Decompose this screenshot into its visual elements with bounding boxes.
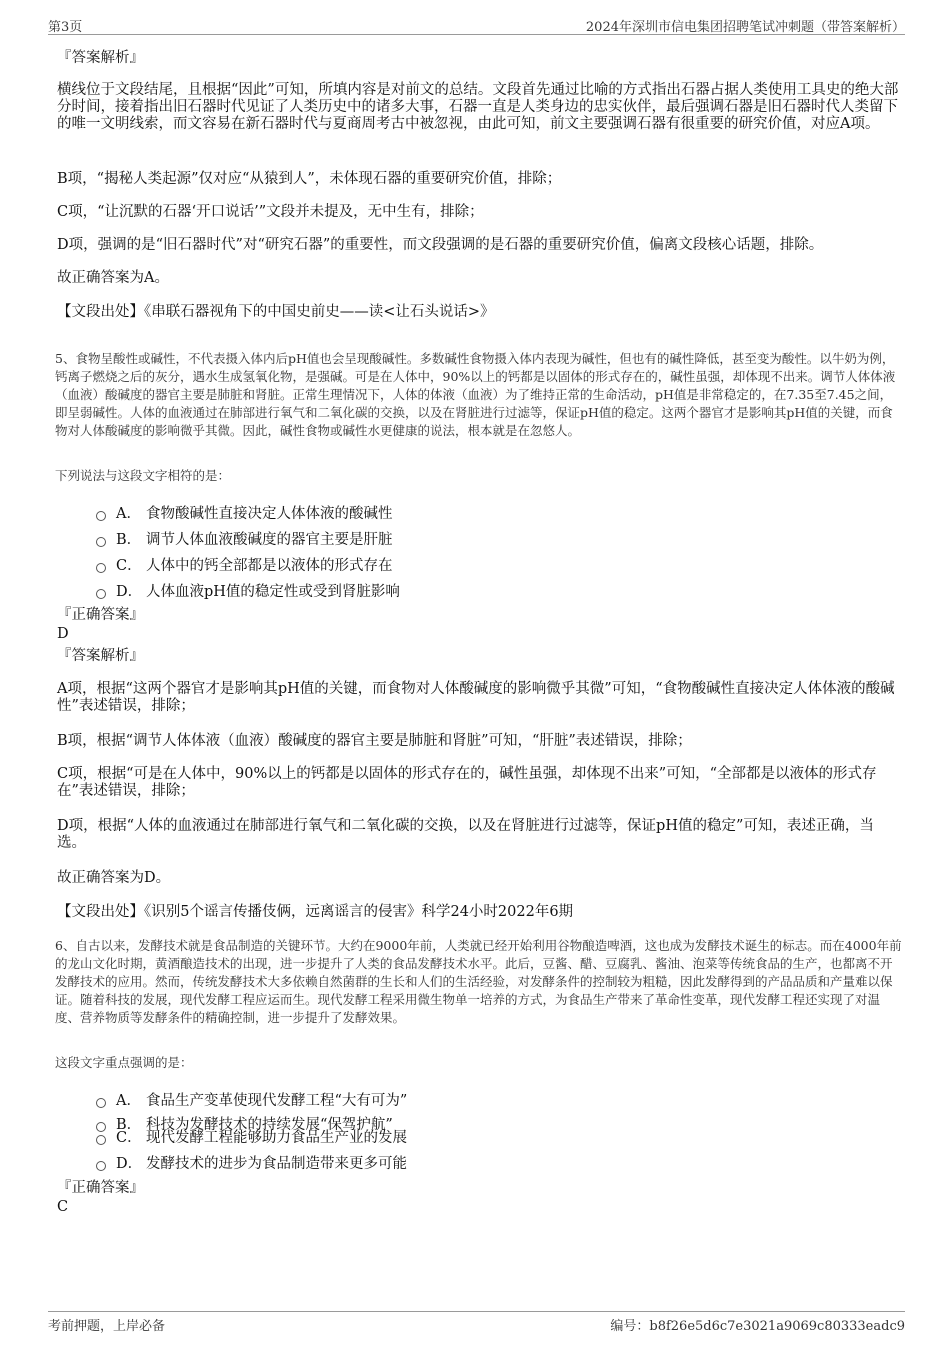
q4-analysis-c: C项，“让沉默的石器‘开口说话’”文段并未提及，无中生有，排除； xyxy=(57,204,484,220)
q6-question: 这段文字重点强调的是： xyxy=(55,1055,193,1070)
q6-option-d[interactable]: D． 发酵技术的进步为食品制造带来更多可能 xyxy=(96,1152,407,1173)
q5-option-d[interactable]: D． 人体血液pH值的稳定性或受到肾脏影响 xyxy=(96,580,400,601)
footer-serial: 编号：b8f26e5d6c7e3021a9069c80333eadc9 xyxy=(610,1319,905,1334)
q5-question: 下列说法与这段文字相符的是： xyxy=(55,468,231,483)
q6-option-a[interactable]: A． 食品生产变革使现代发酵工程“大有可为” xyxy=(96,1089,407,1110)
q5-conclusion: 故正确答案为D。 xyxy=(57,870,171,886)
radio-icon[interactable] xyxy=(96,589,106,599)
radio-icon[interactable] xyxy=(96,563,106,573)
q5-option-b[interactable]: B． 调节人体血液酸碱度的器官主要是肝脏 xyxy=(96,528,393,549)
radio-icon[interactable] xyxy=(96,1161,106,1171)
q5-analysis-label: 『答案解析』 xyxy=(57,648,144,664)
q6-answer-label: 『正确答案』 xyxy=(57,1180,144,1196)
page-header xyxy=(48,14,905,35)
radio-icon[interactable] xyxy=(96,1098,106,1108)
q5-passage: 5、食物呈酸性或碱性，不代表摄入体内后pH值也会呈现酸碱性。多数碱性食物摄入体内表现为碱性，但也有的碱性降低，甚至变为酸性。以牛奶为例，钙离子燃烧之后的灰分，遇水生成氢氧化物，是强碱。可是在人体中，90%以上的钙都是以固体的形式存在的，碱性虽强，却体现不出来。调节人体体液（血液）酸碱度的器官主要是肺脏和肾脏。正常生理情况下，人体的体液（血液）为了维持正常的生命活动，pH值是非常稳定的，在7.35至7.45之间，即呈弱碱性。人体的血液通过在肺部进行氧气和二氧化碳的交换，以及在肾脏进行过滤等，保证pH值的稳定。这两个器官才是影响其pH值的关键，而食物对人体酸碱度的影响微乎其微。因此，碱性食物或碱性水更健康的说法，根本就是在忽悠人。 xyxy=(55,351,896,438)
q5-option-a[interactable]: A． 食物酸碱性直接决定人体体液的酸碱性 xyxy=(96,502,393,523)
q6-option-c[interactable]: C． 现代发酵工程能够助力食品生产业的发展 xyxy=(96,1126,407,1147)
q4-analysis-b: B项，“揭秘人类起源”仅对应“从猿到人”，未体现石器的重要研究价值，排除； xyxy=(57,171,562,187)
radio-icon[interactable] xyxy=(96,511,106,521)
q5-source: 【文段出处】《识别5个谣言传播伎俩，远离谣言的侵害》科学24小时2022年6期 xyxy=(57,904,574,920)
q5-analysis-b: B项，根据“调节人体体液（血液）酸碱度的器官主要是肺脏和肾脏”可知，“肝脏”表述错误，排除； xyxy=(57,733,692,749)
q4-analysis-label: 『答案解析』 xyxy=(57,50,144,66)
page-number: 第3页 xyxy=(48,20,83,35)
q5-analysis-a: A项，根据“这两个器官才是影响其pH值的关键，而食物对人体酸碱度的影响微乎其微”可知，“食物酸碱性直接决定人体体液的酸碱性”表述错误，排除； xyxy=(57,681,895,714)
q6-answer: C xyxy=(57,1199,69,1215)
q5-option-c[interactable]: C． 人体中的钙全部都是以液体的形式存在 xyxy=(96,554,393,575)
q6-option-b[interactable]: B． 科技为发酵技术的持续发展“保驾护航” xyxy=(96,1113,393,1134)
radio-icon[interactable] xyxy=(96,1135,106,1145)
q4-analysis-d: D项，强调的是“旧石器时代”对“研究石器”的重要性，而文段强调的是石器的重要研究价值，偏离文段核心话题，排除。 xyxy=(57,237,824,253)
q5-analysis-d: D项，根据“人体的血液通过在肺部进行氧气和二氧化碳的交换，以及在肾脏进行过滤等，保证pH值的稳定”可知，表述正确，当选。 xyxy=(57,818,874,851)
q6-passage: 6、自古以来，发酵技术就是食品制造的关键环节。大约在9000年前，人类就已经开始利用谷物酿造啤酒，这也成为发酵技术诞生的标志。而在4000年前的龙山文化时期，黄酒酿造技术的出现，进一步提升了人类的食品发酵技术水平。此后，豆酱、醋、豆腐乳、酱油、泡菜等传统食品的生产，也都离不开发酵技术的应用。然而，传统发酵技术大多依赖自然菌群的生长和人们的生活经验，对发酵条件的控制较为粗糙，因此发酵得到的产品品质和产量难以保证。随着科技的发展，现代发酵工程应运而生。现代发酵工程采用微生物单一培养的方式，为食品生产带来了革命性变革，现代发酵工程还实现了对温度、营养物质等发酵条件的精确控制，进一步提升了发酵效果。 xyxy=(55,938,902,1025)
q4-conclusion: 故正确答案为A。 xyxy=(57,270,169,286)
q4-source: 【文段出处】《串联石器视角下的中国史前史——读<让石头说话>》 xyxy=(57,304,495,320)
footer-slogan: 考前押题，上岸必备 xyxy=(48,1319,166,1334)
q5-answer-label: 『正确答案』 xyxy=(57,607,144,623)
q5-analysis-c: C项，根据“可是在人体中，90%以上的钙都是以固体的形式存在的，碱性虽强，却体现不出来”可知，“全部都是以液体的形式存在”表述错误，排除； xyxy=(57,766,877,799)
document-title: 2024年深圳市信电集团招聘笔试冲刺题（带答案解析） xyxy=(585,20,905,35)
q5-answer: D xyxy=(57,626,69,642)
q4-analysis-main: 横线位于文段结尾，且根据“因此”可知，所填内容是对前文的总结。文段首先通过比喻的方式指出石器占据人类使用工具史的绝大部分时间，接着指出旧石器时代见证了人类历史中的诸多大事，石器一直是人类身边的忠实伙伴，最后强调石器是旧石器时代人类留下的唯一文明线索，而文容易在新石器时代与夏商周考古中被忽视，由此可知，前文主要强调石器有很重要的研究价值，对应A项。 xyxy=(57,82,899,132)
page-footer xyxy=(48,1311,905,1334)
radio-icon[interactable] xyxy=(96,537,106,547)
